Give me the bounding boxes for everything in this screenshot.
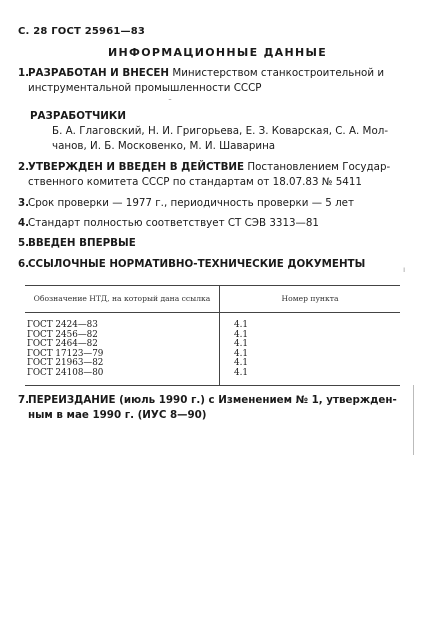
stray-mark: ˜ <box>168 98 172 107</box>
item-text-cont: ным в мае 1990 г. (ИУС 8—90) <box>28 409 207 421</box>
item-text: Стандарт полностью соответствует СТ СЭВ 3313—81 <box>28 217 319 229</box>
item-number: 6. <box>18 258 30 270</box>
developers-heading: РАЗРАБОТЧИКИ <box>30 110 126 122</box>
item-heading: ПЕРЕИЗДАНИЕ <box>28 394 116 406</box>
clause-cell: 4.1 <box>220 350 401 360</box>
item-text-cont: инструментальной промышленности СССР <box>28 82 262 94</box>
column-header-clause: Номер пункта <box>220 286 401 313</box>
document-cell: ГОСТ 2424—83 <box>27 320 98 330</box>
item-heading: РАЗРАБОТАН И ВНЕСЕН <box>28 67 170 79</box>
table-header-row <box>25 286 400 313</box>
document-cell: ГОСТ 17123—79 <box>27 348 104 359</box>
reference-table <box>25 285 400 386</box>
item-2 <box>18 160 391 190</box>
item-heading: ВВЕДЕН ВПЕРВЫЕ <box>28 237 136 249</box>
stray-mark: ı <box>403 265 406 274</box>
page-title: ИНФОРМАЦИОННЫЕ ДАННЫЕ <box>107 46 328 59</box>
item-4 <box>18 216 319 231</box>
item-text: (июль 1990 г.) с Изменением № 1, утвержден- <box>115 394 397 406</box>
column-header-document: Обозначение НТД, на который дана ссылка <box>25 286 220 313</box>
item-text: Постановлением Государ- <box>244 161 391 173</box>
document-cell: ГОСТ 2464—82 <box>27 339 98 350</box>
item-5 <box>18 236 136 251</box>
clause-cell: 4.1 <box>220 369 401 385</box>
table-row <box>25 369 400 385</box>
page-header: С. 28 ГОСТ 25961—83 <box>18 26 146 37</box>
developers-list <box>52 124 388 154</box>
clause-cell: 4.1 <box>220 331 401 341</box>
document-cell: ГОСТ 21963—82 <box>27 358 104 369</box>
developers-line: Б. А. Глаговский, Н. И. Григорьева, Е. З. Коварская, С. А. Мол- <box>52 125 389 137</box>
item-7 <box>18 393 397 423</box>
item-heading: УТВЕРЖДЕН И ВВЕДЕН В ДЕЙСТВИЕ <box>28 161 245 173</box>
item-3 <box>18 196 355 211</box>
item-number: 5. <box>18 237 30 249</box>
item-number: 7. <box>18 394 30 406</box>
item-text-cont: ственного комитета СССР по стандартам от 18.07.83 № 5411 <box>28 176 362 188</box>
item-number: 1. <box>18 67 30 79</box>
clause-cell: 4.1 <box>220 340 401 350</box>
item-1 <box>18 66 385 96</box>
clause-cell: 4.1 <box>220 359 401 369</box>
document-cell: ГОСТ 2456—82 <box>27 329 98 340</box>
table-row <box>25 313 400 331</box>
item-number: 2. <box>18 161 30 173</box>
developers-line: чанов, И. Б. Московенко, М. И. Шаварина <box>52 140 276 152</box>
item-heading: ССЫЛОЧНЫЕ НОРМАТИВНО-ТЕХНИЧЕСКИЕ ДОКУМЕНТЫ <box>28 258 366 270</box>
item-6 <box>18 257 366 272</box>
item-text: Министерством станкостроительной и <box>169 67 385 79</box>
item-text: Срок проверки — 1977 г., периодичность проверки — 5 лет <box>28 197 355 209</box>
item-number: 4. <box>18 217 30 229</box>
margin-line <box>413 385 414 455</box>
clause-cell: 4.1 <box>220 313 401 331</box>
item-number: 3. <box>18 197 30 209</box>
document-cell: ГОСТ 24108—80 <box>25 369 220 385</box>
